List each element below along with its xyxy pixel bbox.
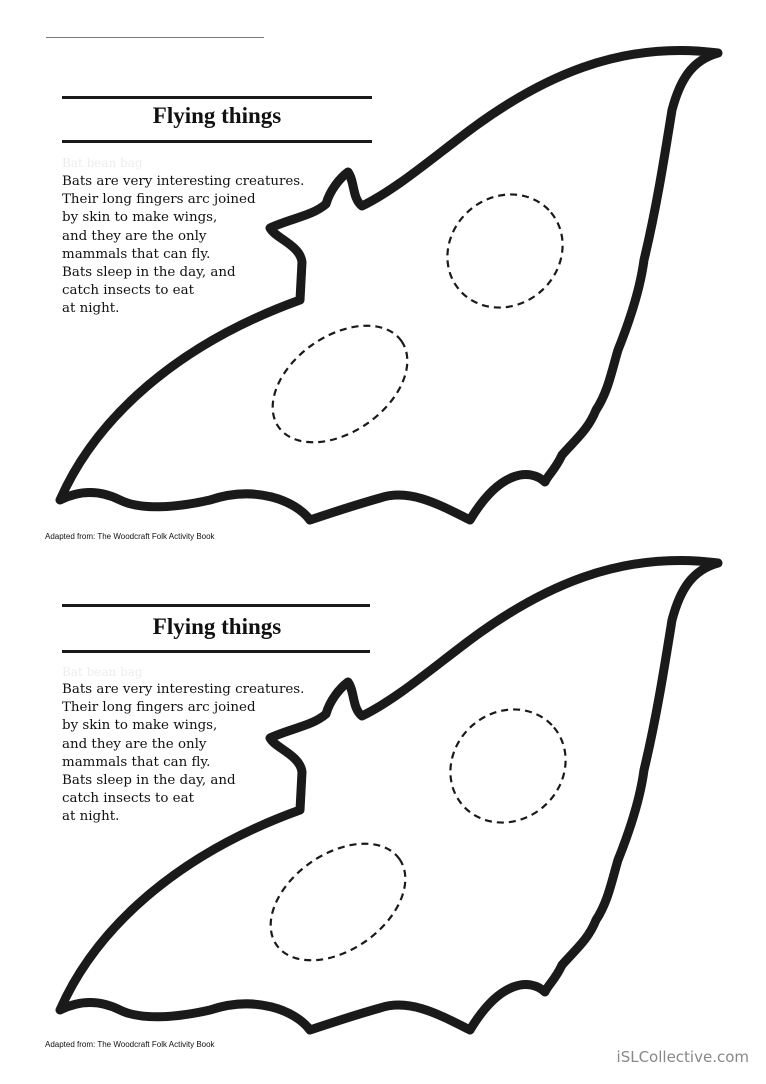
body-line: catch insects to eat	[62, 283, 194, 299]
site-watermark: iSLCollective.com	[616, 1048, 749, 1066]
source-credit: Adapted from: The Woodcraft Folk Activity Book	[45, 532, 215, 541]
body-line: mammals that can fly.	[62, 754, 211, 770]
page-title: Flying things	[152, 614, 282, 639]
title-rule-bottom	[62, 650, 370, 653]
page-title: Flying things	[152, 103, 282, 128]
body-paragraph	[62, 173, 304, 319]
body-paragraph	[62, 681, 304, 827]
faint-heading: Bat bean bag	[62, 665, 143, 679]
source-credit: Adapted from: The Woodcraft Folk Activity Book	[45, 1040, 215, 1049]
body-line: Bats are very interesting creatures.	[62, 682, 305, 697]
body-line: Their long fingers arc joined	[62, 700, 256, 716]
body-line: mammals that can fly.	[62, 246, 211, 262]
title-rule-bottom	[62, 140, 372, 143]
body-line: Bats are very interesting creatures.	[62, 174, 305, 189]
worksheet-panel-2	[0, 510, 766, 1049]
body-line: and they are the only	[62, 736, 207, 752]
body-line: at night.	[62, 301, 120, 317]
body-line: by skin to make wings,	[62, 718, 218, 734]
title-rule-top	[62, 604, 370, 607]
body-line: Bats sleep in the day, and	[62, 773, 236, 789]
body-line: Their long fingers arc joined	[62, 192, 256, 208]
body-line: by skin to make wings,	[62, 210, 218, 226]
title-rule-top	[62, 96, 372, 99]
body-line: Bats sleep in the day, and	[62, 265, 236, 281]
body-line: and they are the only	[62, 228, 207, 244]
faint-heading: Bat bean bag	[62, 156, 143, 170]
body-line: catch insects to eat	[62, 791, 194, 807]
worksheet-panel-1	[0, 0, 766, 541]
body-line: at night.	[62, 809, 120, 825]
